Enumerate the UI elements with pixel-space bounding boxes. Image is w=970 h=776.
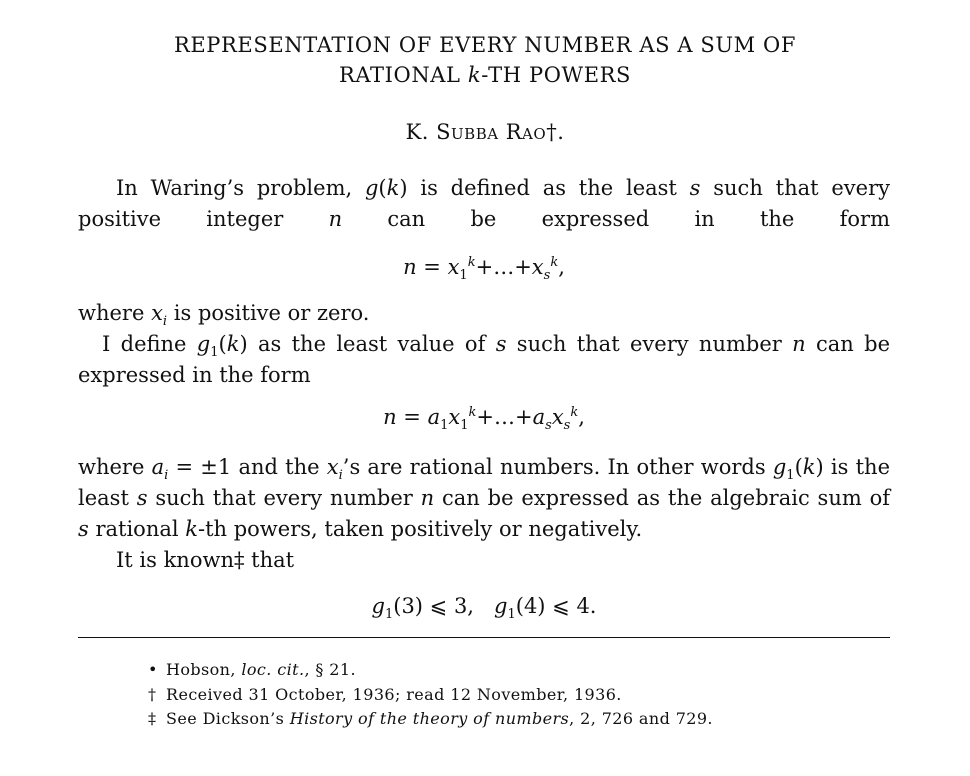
author-line <box>80 120 890 144</box>
math-sup: k <box>468 405 477 420</box>
text: ) is the least <box>78 455 890 510</box>
math-sub: s <box>543 268 551 284</box>
math-sub: s <box>545 418 552 434</box>
text: It is known <box>116 548 234 572</box>
math-var: x <box>151 301 163 325</box>
footnote-text: Hobson, <box>166 660 242 679</box>
math-op: = <box>416 255 448 279</box>
text: is positive or zero. <box>167 301 370 325</box>
text: can be expressed as the algebraic sum of <box>434 486 890 510</box>
math-var: g <box>371 594 385 618</box>
text: that <box>244 548 295 572</box>
title-text: RATIONAL <box>338 63 468 87</box>
text: where <box>78 301 152 325</box>
math-var: x <box>531 255 544 279</box>
paper-title-line1 <box>80 30 890 60</box>
math-text: (3) ⩽ 3, <box>393 594 474 618</box>
math-space <box>474 594 494 618</box>
text: such that every number <box>506 332 793 356</box>
footnote-mark: • <box>148 660 158 679</box>
text: ( <box>378 176 387 200</box>
math-op: = <box>396 405 428 429</box>
footnote-divider <box>78 637 890 638</box>
math-var: n <box>383 405 397 429</box>
text: In Waring’s problem, <box>116 176 365 200</box>
math-var: x <box>447 255 460 279</box>
text: ( <box>218 332 227 356</box>
math-var: s <box>136 486 148 510</box>
math-var: g <box>196 332 211 356</box>
math-op: +…+ <box>475 255 532 279</box>
math-sub: 1 <box>786 468 795 484</box>
math-sub: 1 <box>440 418 449 434</box>
footnote-mark: ‡ <box>233 548 245 572</box>
equation-waring-sum <box>78 252 890 283</box>
math-var: n <box>328 207 343 231</box>
math-sub: i <box>338 468 343 484</box>
math-sub: 1 <box>384 607 394 623</box>
math-var: k <box>185 517 198 541</box>
math-var: g <box>772 455 787 479</box>
footnote-2 <box>148 683 848 707</box>
paper-title-line2 <box>80 60 890 90</box>
footnote-italic: loc. cit. <box>241 660 305 679</box>
math-sub: 1 <box>460 418 469 434</box>
math-var: g <box>364 176 379 200</box>
math-sub: 1 <box>507 607 516 623</box>
author-initial: K. <box>405 120 437 144</box>
math-var: n <box>792 332 806 356</box>
footnote-3 <box>148 707 848 731</box>
footnote-italic: History of the theory of numbers <box>289 709 570 728</box>
math-sub: s <box>563 418 571 434</box>
math-var: x <box>326 455 339 479</box>
math-var: s <box>495 332 507 356</box>
math-sub: i <box>162 314 168 330</box>
math-var: s <box>78 517 89 541</box>
math-var: k <box>226 332 240 356</box>
text: I define <box>102 332 197 356</box>
text: ’s are rational numbers. In other words <box>342 455 773 479</box>
title-text: -TH POWERS <box>481 63 632 87</box>
title-text: REPRESENTATION OF EVERY NUMBER AS A SUM OF <box>173 33 797 57</box>
paragraph-known <box>78 545 890 576</box>
footnote-1 <box>148 658 848 682</box>
text: such that every positive integer <box>78 176 890 231</box>
math-op: +…+ <box>476 405 533 429</box>
math-var: a <box>151 455 165 479</box>
math-var: a <box>532 405 546 429</box>
paragraph-rational <box>78 452 890 545</box>
text: such that every number <box>147 486 421 510</box>
text: ) is defined as the least <box>399 176 690 200</box>
footnote-mark: † <box>148 685 157 704</box>
equation-known-bounds <box>78 591 890 622</box>
footnote-text: , 2, 726 and 729. <box>569 709 713 728</box>
text: where <box>78 455 152 479</box>
math-op: , <box>578 405 585 429</box>
math-var: g <box>494 594 508 618</box>
text: ) as the least value of <box>239 332 496 356</box>
paragraph-where <box>78 298 890 329</box>
text: -th powers, taken positively or negatively. <box>197 517 643 541</box>
text: rational <box>88 517 186 541</box>
footnote-mark: ‡ <box>148 709 157 728</box>
footnote-text: See Dickson’s <box>166 709 290 728</box>
math-var: k <box>386 176 400 200</box>
text: can be expressed in the form <box>78 332 891 387</box>
math-op: , <box>558 255 565 279</box>
math-var: n <box>420 486 435 510</box>
math-sup: k <box>467 255 476 270</box>
math-text: (4) ⩽ 4. <box>515 594 597 618</box>
paragraph-define <box>78 329 890 391</box>
footnote-text: , § 21. <box>304 660 356 679</box>
math-var: k <box>802 455 816 479</box>
text: ( <box>794 455 803 479</box>
math-sub: i <box>164 468 169 484</box>
equation-signed-sum <box>78 402 890 433</box>
math-var: x <box>551 405 564 429</box>
author-name: Subba Rao <box>436 120 547 144</box>
author-footnote-mark: †. <box>546 120 565 144</box>
math-var: a <box>427 405 441 429</box>
text: = ±1 and the <box>168 455 327 479</box>
math-sup: k <box>570 405 579 420</box>
math-sub: 1 <box>210 345 219 361</box>
math-sub: 1 <box>459 268 468 284</box>
text: can be expressed in the form <box>342 207 890 231</box>
math-sup: k <box>550 255 559 270</box>
paragraph-intro <box>78 173 890 235</box>
math-var: x <box>448 405 461 429</box>
math-var: n <box>403 255 417 279</box>
footnote-text: Received 31 October, 1936; read 12 November, 1936. <box>166 685 622 704</box>
math-var: s <box>689 176 701 200</box>
title-variable: k <box>467 63 482 87</box>
